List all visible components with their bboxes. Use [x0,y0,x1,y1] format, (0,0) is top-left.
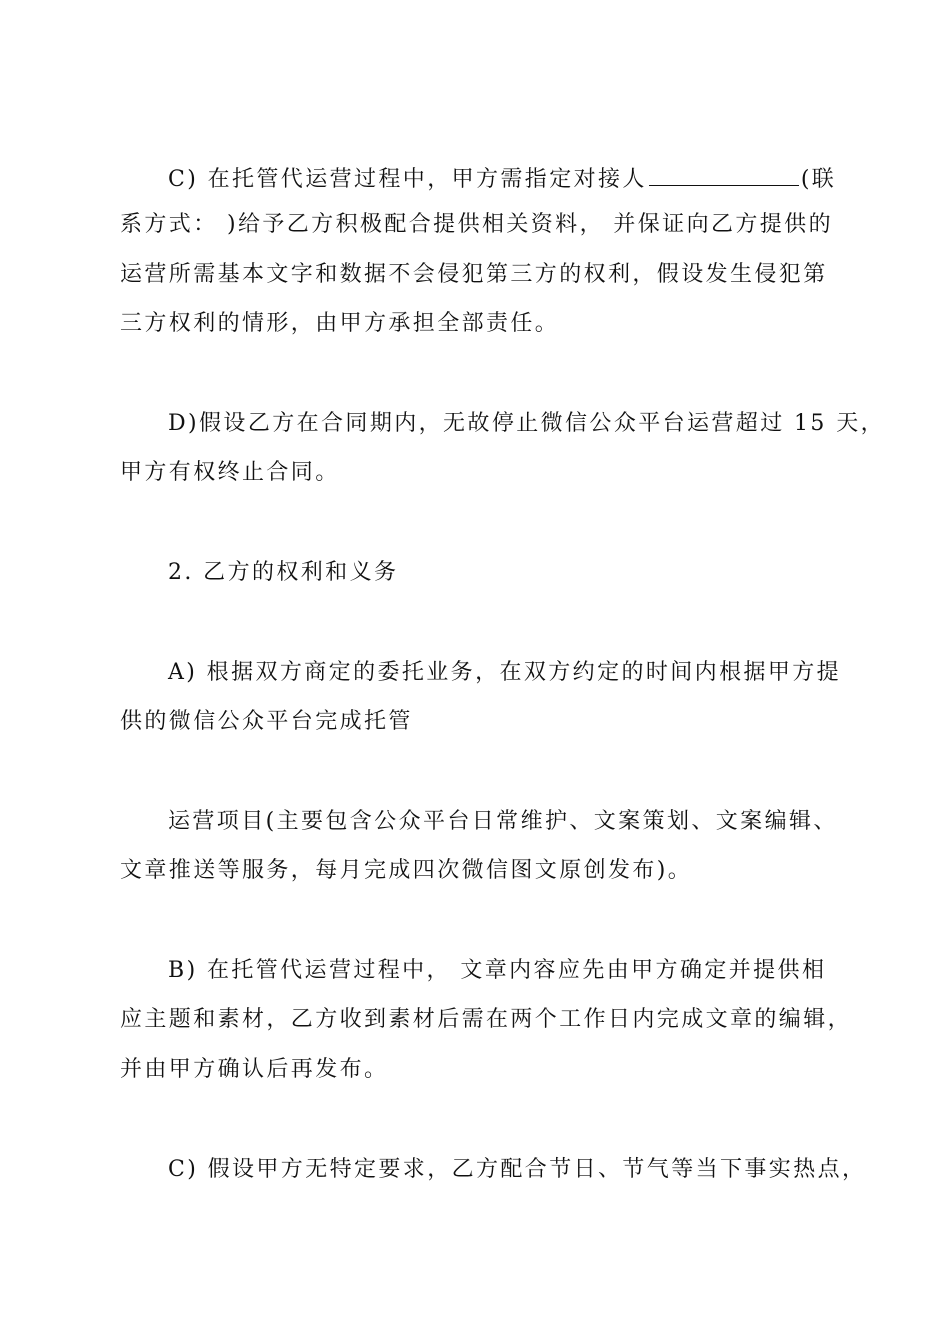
paragraph-ops-line-1: 运营项目(主要包含公众平台日常维护、文案策划、文案编辑、 [168,809,838,834]
paragraph-c-obligation-line-4: 三方权利的情形，由甲方承担全部责任。 [120,311,560,336]
paragraph-c-obligation-line-1 [168,161,840,193]
section-heading: 2. 乙方的权利和义务 [168,560,399,585]
paragraph-c-obligation-line-2: 系方式： )给予乙方积极配合提供相关资料， 并保证向乙方提供的 [120,212,833,237]
paragraph-c-obligation-line-3: 运营所需基本文字和数据不会侵犯第三方的权利，假设发生侵犯第 [120,262,828,287]
paragraph-b-line-2: 应主题和素材，乙方收到素材后需在两个工作日内完成文章的编辑， [120,1007,853,1032]
paragraph-b-line-1: B) 在托管代运营过程中， 文章内容应先由甲方确定并提供相 [168,958,827,983]
paragraph-d-line-1: D)假设乙方在合同期内，无故停止微信公众平台运营超过 15 天， [168,411,886,436]
line-text: C) 在托管代运营过程中，甲方需指定对接人 [168,167,647,192]
line-tail: (联 [800,167,837,192]
paragraph-ops-line-2: 文章推送等服务，每月完成四次微信图文原创发布)。 [120,858,693,883]
paragraph-a-line-2: 供的微信公众平台完成托管 [120,709,413,734]
paragraph-a-line-1: A) 根据双方商定的委托业务，在双方约定的时间内根据甲方提 [168,660,842,685]
paragraph-c-rights-line-1: C) 假设甲方无特定要求，乙方配合节日、节气等当下事实热点， [168,1157,867,1182]
paragraph-d-line-2: 甲方有权终止合同。 [120,460,340,485]
paragraph-b-line-3: 并由甲方确认后再发布。 [120,1057,389,1082]
fill-in-blank [649,161,799,186]
